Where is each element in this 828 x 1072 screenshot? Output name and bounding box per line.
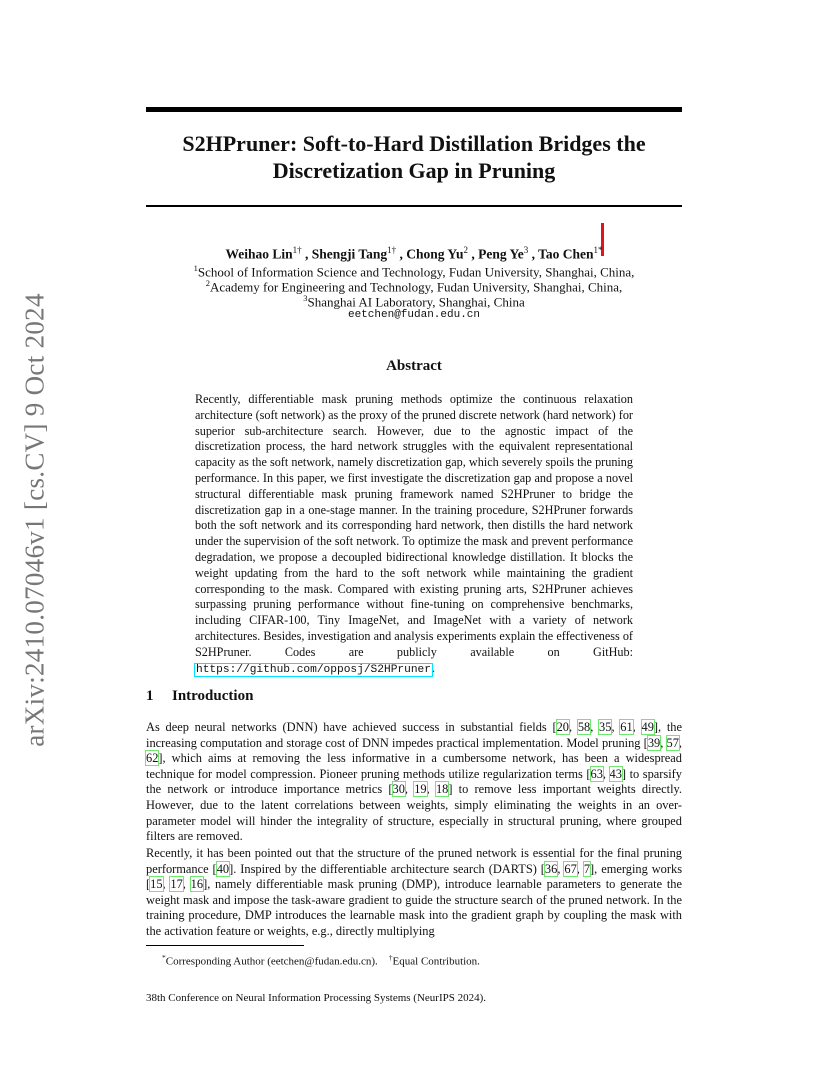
arxiv-identifier: arXiv:2410.07046v1 [cs.CV] 9 Oct 2024 xyxy=(19,293,50,747)
citation-link[interactable]: 35 xyxy=(599,720,612,734)
footnote-rule xyxy=(146,945,304,946)
affiliation-mark: 2 xyxy=(205,278,210,288)
author-mark: 1† xyxy=(387,245,397,255)
conference-notice: 38th Conference on Neural Information Processing Systems (NeurIPS 2024). xyxy=(146,992,487,1004)
citation-link[interactable]: 61 xyxy=(620,720,633,734)
footnote xyxy=(146,951,682,969)
citation-link[interactable]: 58 xyxy=(577,720,591,734)
citation-link[interactable]: 49 xyxy=(641,720,654,734)
citation-link[interactable]: 43 xyxy=(609,766,622,781)
paragraph-text: ]. Inspired by the differentiable architecture search (DARTS) [ xyxy=(229,861,545,876)
citation-link[interactable]: 7 xyxy=(583,861,591,876)
author-name: Peng Ye xyxy=(478,246,524,262)
citation-link[interactable]: 17 xyxy=(170,877,183,892)
paragraph-text: ], the increasing computation and storage cost of DNN impedes practical implementation. Model pruning [ xyxy=(146,720,683,750)
citation-link[interactable]: 18 xyxy=(435,782,449,797)
title-bottom-rule xyxy=(146,205,682,207)
title-line-2: Discretization Gap in Pruning xyxy=(272,158,556,183)
footnote-text: Equal Contribution. xyxy=(392,955,480,968)
paper-title xyxy=(146,130,682,184)
citation-link[interactable]: 16 xyxy=(190,877,204,892)
citation-link[interactable]: 30 xyxy=(392,782,405,797)
author-name: Shengji Tang xyxy=(311,246,388,262)
citation-link[interactable]: 39 xyxy=(647,735,661,750)
author-name: Chong Yu xyxy=(406,246,464,262)
intro-paragraph-2: Recently, it has been pointed out that the structure of the pruned network is essential for the final pruning performance [40]. Inspired by the differentiable architecture search (DARTS) [36, 67, 7], emerging works [15, 17, 16], namely differentiable mask pruning (DMP), introduce learnable parameters to generate the weight mask and impose the task-aware gradient to guide the structure search of the pruned network. In the training procedure, DMP introduces the learnable mask into the gradient graph by coupling the mask with the activation feature or weights, e.g., directly multiplying xyxy=(146,846,683,938)
paragraph-text: ], emerging works [ xyxy=(146,861,683,892)
footnote-mark: * xyxy=(162,953,166,962)
paragraph-text: ] to remove less important weights directly. However, due to the latent correlations between weights, simply eliminating the weights in an over-parameter model will hinder the integrality of structure, especially in structural pruning, where grouped filters are removed. xyxy=(146,782,682,844)
abstract-end: . xyxy=(431,660,436,675)
citation-link[interactable]: 19 xyxy=(414,782,427,797)
author-name: Weihao Lin xyxy=(225,246,293,262)
citation-link[interactable]: 57 xyxy=(666,735,679,750)
citation-link[interactable]: 63 xyxy=(590,766,603,781)
intro-paragraph-1: As deep neural networks (DNN) have achieved success in substantial fields [20, 58, 35, 61, 49], the increasing computation and storage cost of DNN impedes practical implementation. Model pruning [39, 57, 62], which aims at removing the less informative in a cumbersome network, has been a widespread technique for model compression. Pioneer pruning methods utilize regularization terms [63, 43] to sparsify the network or introduce importance metrics [30, 19, 18] to remove less important weights directly. However, due to the latent correlations between weights, simply eliminating the weights in an over-parameter model will hinder the integrality of structure, especially in structural pruning, where grouped filters are removed. xyxy=(146,720,683,844)
author-list: Weihao Lin$^{1\dagger}$ , Shengji Tang$^{1\dagger}$ , Chong Yu$^2$ , Peng Ye$^3$ , Tao Chen$^{1*}$ xyxy=(225,245,603,262)
affiliation-mark: 3 xyxy=(303,293,308,303)
author-email: eetchen@fudan.edu.cn xyxy=(347,309,481,321)
author-mark: 2 xyxy=(463,245,468,255)
section-heading xyxy=(146,688,253,705)
author-mark: 3 xyxy=(523,245,529,255)
affiliation-mark: 1 xyxy=(193,263,198,273)
section-title: Introduction xyxy=(172,688,254,704)
footnote-mark: † xyxy=(388,953,393,962)
paragraph-text: Recently, it has been pointed out that the structure of the pruned network is essential for the final pruning performance [ xyxy=(146,846,682,876)
footnote-text: Corresponding Author (eetchen@fudan.edu.cn). xyxy=(165,955,378,968)
paragraph-text: As deep neural networks (DNN) have achieved success in substantial fields [ xyxy=(146,720,557,734)
citation-link[interactable]: 40 xyxy=(216,861,230,876)
author-name: Tao Chen xyxy=(538,246,594,262)
citation-link[interactable]: 15 xyxy=(150,877,163,892)
paragraph-text: ], namely differentiable mask pruning (DMP), introduce learnable parameters to generate the weight mask and impose the task-aware gradient to guide the structure search of the pruned network. In the training procedure, DMP introduces the learnable mask into the gradient graph by coupling the mask with the activation feature or weights, e.g., directly multiplying xyxy=(146,877,682,938)
citation-link[interactable]: 20 xyxy=(556,720,569,734)
github-link[interactable]: https://github.com/opposj/S2HPruner xyxy=(196,663,431,676)
paragraph-text: ], which aims at removing the less informative in a cumbersome network, has been a widespread technique for model compression. Pioneer pruning methods utilize regularization terms [ xyxy=(146,751,682,781)
citation-link[interactable]: 67 xyxy=(564,861,577,876)
title-line-1: S2HPruner: Soft-to-Hard Distillation Bridges the xyxy=(182,131,646,156)
abstract-heading: Abstract xyxy=(386,358,442,374)
section-number: 1 xyxy=(146,688,154,704)
paragraph-text: ] to sparsify the network or introduce importance metrics [ xyxy=(146,766,682,797)
abstract-text: Recently, differentiable mask pruning methods optimize the continuous relaxation architecture (soft network) as the proxy of the pruned discrete network (hard network) for superior sub-architecture search. However, due to the agnostic impact of the discretization process, the hard network struggles with the equivalent representational capacity as the soft network, namely discretization gap, which severely spoils the pruning performance. In this paper, we first investigate the discretization gap and propose a novel structural differentiable mask pruning framework named S2HPruner to bridge the discretization gap in a one-stage manner. In the training procedure, S2HPruner forwards both the soft network and its corresponding hard network, then distills the hard network under the supervision of the soft network. To optimize the mask and prevent performance degradation, we propose a decoupled bidirectional knowledge distillation. It blocks the weight updating from the hard to the soft network while maintaining the gradient corresponding to the mask. Compared with existing pruning arts, S2HPruner achieves surpassing pruning performance without fine-tuning on comprehensive benchmarks, including CIFAR-100, Tiny ImageNet, and ImageNet with a variety of network architectures. Besides, investigation and analysis experiments explain the effectiveness of S2HPruner. Codes are publicly available on GitHub: xyxy=(195,392,633,659)
abstract-body xyxy=(195,392,633,678)
affiliation-text: Shanghai AI Laboratory, Shanghai, China xyxy=(307,294,525,310)
citation-link[interactable]: 62 xyxy=(146,751,159,766)
author-mark: 1† xyxy=(292,245,302,255)
affiliation-text: Academy for Engineering and Technology, Fudan University, Shanghai, China, xyxy=(209,279,623,295)
author-mark: 1* xyxy=(593,245,603,255)
citation-link[interactable]: 36 xyxy=(544,861,558,876)
title-top-rule xyxy=(146,107,682,112)
affiliation-text: School of Information Science and Technology, Fudan University, Shanghai, China, xyxy=(197,264,635,280)
